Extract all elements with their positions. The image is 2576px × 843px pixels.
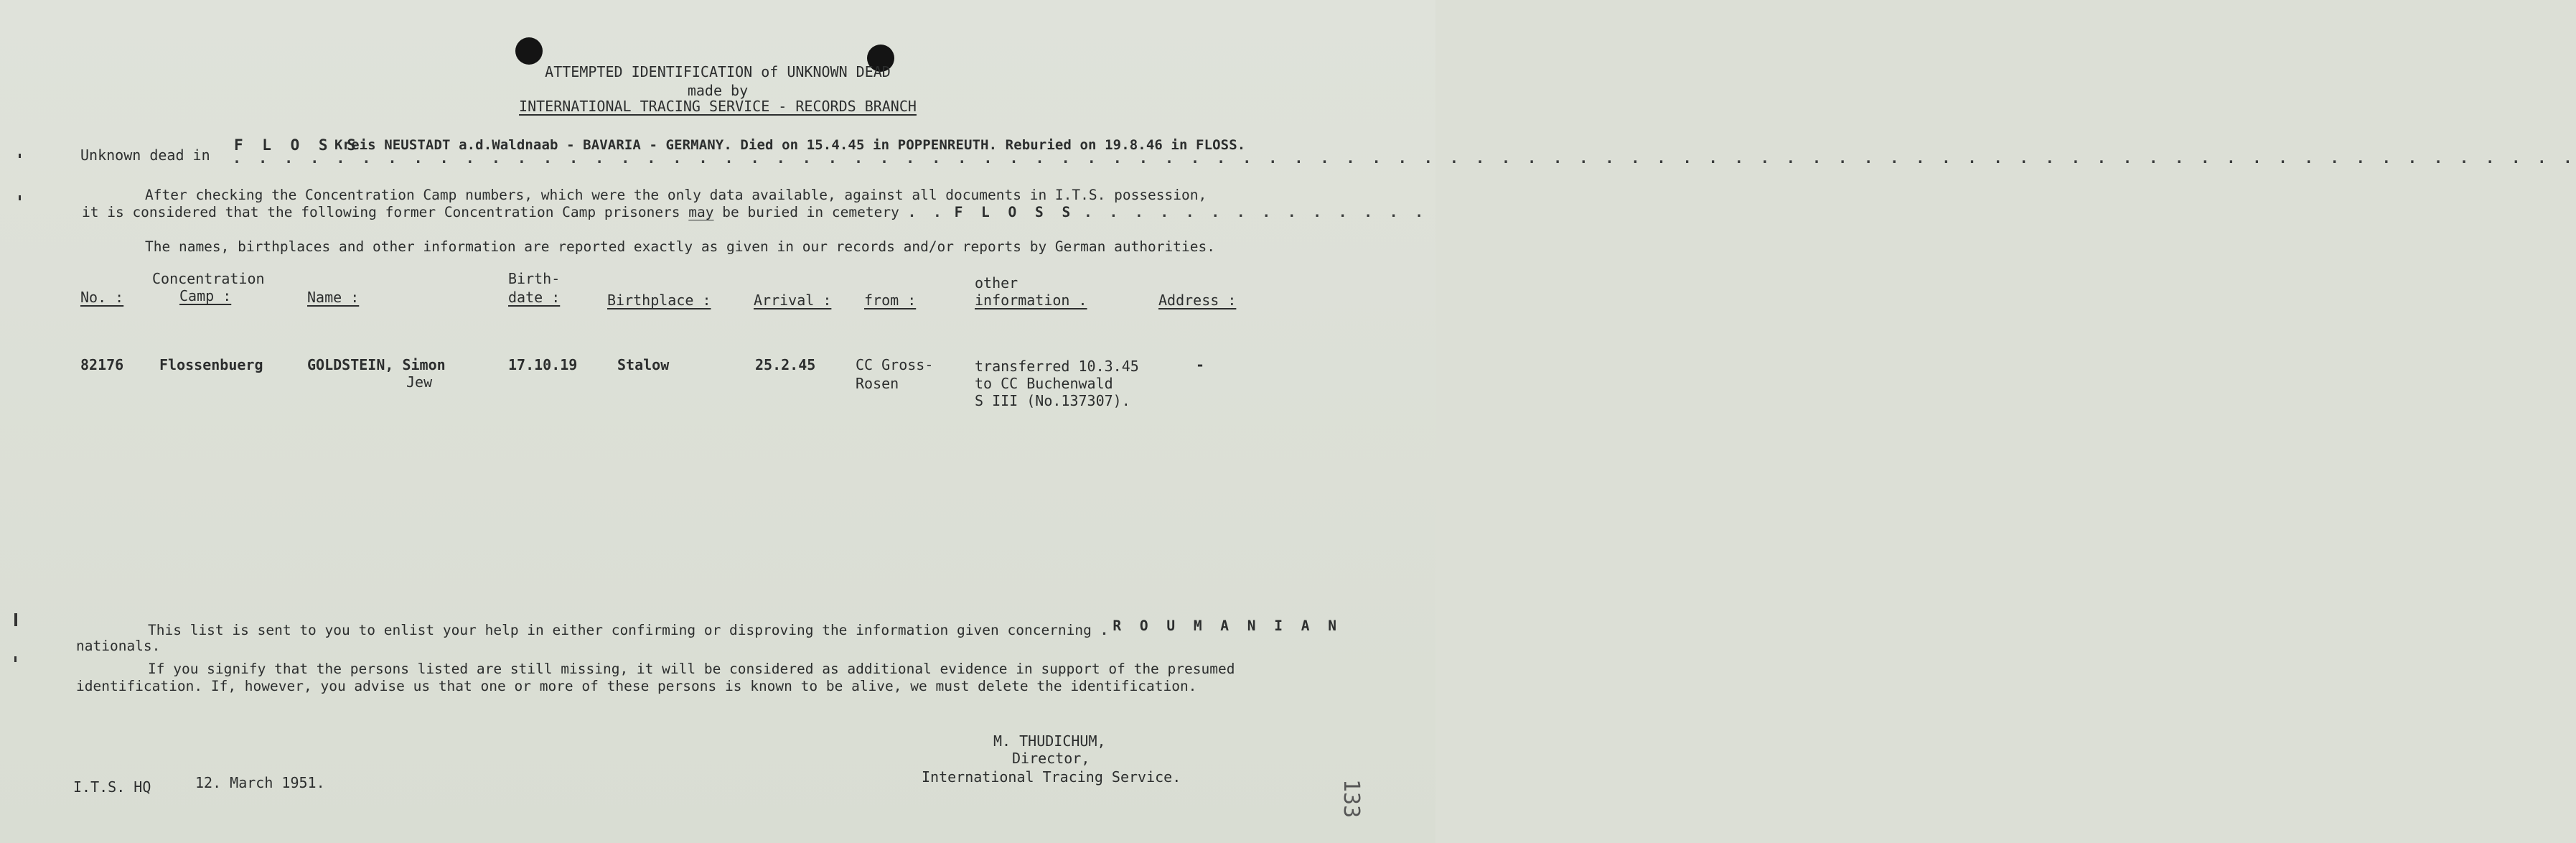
margin-mark (19, 195, 21, 200)
cell-info-3: S III (No.137307). (975, 392, 1130, 409)
cell-birthdate: 17.10.19 (508, 356, 578, 373)
cell-camp: Flossenbuerg (159, 356, 263, 373)
closing-line-2: nationals. (76, 638, 161, 654)
page-number: 133 (1339, 779, 1364, 819)
cell-birthplace: Stalow (617, 356, 670, 373)
col-no-header: No. : (80, 289, 124, 306)
closing-line-3: If you signify that the persons listed are still missing, it will be considered as additional evidence in support of the presumed (148, 661, 1235, 677)
col-other-header: information . (975, 292, 1087, 309)
signature-org: International Tracing Service. (922, 768, 1181, 786)
footer-date: 12. March 1951. (195, 774, 325, 791)
intro-line-1: After checking the Concentration Camp numbers, which were the only data available, against all documents in I.T.S. possession, (145, 187, 1207, 203)
col-birthdate-header: date : (508, 289, 561, 306)
col-address-header: Address : (1158, 292, 1237, 309)
cell-no: 82176 (80, 356, 124, 373)
cell-name: GOLDSTEIN, Simon (307, 356, 446, 373)
unknown-dead-label: Unknown dead in (80, 146, 210, 164)
closing-line-1: This list is sent to you to enlist your help in either confirming or disproving the information given concerning .R O U M A N I A N (148, 618, 1341, 638)
may-emphasis: may (688, 204, 714, 220)
col-from-header: from : (864, 292, 917, 309)
punch-hole-left (515, 37, 543, 65)
signature-name: M. THUDICHUM, (993, 732, 1106, 750)
margin-mark (19, 154, 21, 158)
document-title: ATTEMPTED IDENTIFICATION of UNKNOWN DEAD (545, 63, 891, 80)
col-other-top: other (975, 274, 1018, 292)
unknown-dead-details: Kreis NEUSTADT a.d.Waldnaab - BAVARIA - GERMANY. Died on 15.4.45 in POPPENREUTH. Reburied on 19.8.46 in FLOSS. (334, 137, 1246, 153)
signature-role: Director, (1012, 750, 1090, 767)
col-name-header: Name : (307, 289, 360, 306)
col-camp-header: Camp : (179, 287, 232, 304)
col-birthplace-header: Birthplace : (607, 292, 711, 309)
col-camp-top: Concentration (152, 270, 265, 287)
nationality: R O U M A N I A N (1113, 618, 1341, 634)
intro-line-2: it is considered that the following former Concentration Camp prisoners may be buried in cemetery . . F L O S S . . . . . . . . . . . . . . (82, 204, 1428, 220)
margin-mark (14, 613, 17, 626)
margin-mark (14, 656, 17, 662)
cell-from-1: CC Gross- (856, 356, 934, 373)
cell-from-2: Rosen (856, 375, 899, 392)
closing-line-4: identification. If, however, you advise us that one or more of these persons is known to be alive, we must delete the identification. (76, 678, 1197, 694)
footer-hq: I.T.S. HQ (73, 778, 151, 796)
cell-arrival: 25.2.45 (755, 356, 816, 373)
col-arrival-header: Arrival : (754, 292, 832, 309)
cell-info-2: to CC Buchenwald (975, 375, 1113, 392)
cell-name-note: Jew (406, 373, 433, 391)
branch-heading: INTERNATIONAL TRACING SERVICE - RECORDS BRANCH (519, 98, 917, 115)
unknown-dead-place: F L O S S (234, 136, 361, 154)
cemetery-name: F L O S S (954, 204, 1076, 220)
col-birth-top: Birth- (508, 270, 561, 287)
intro-line-3: The names, birthplaces and other information are reported exactly as given in our records and/or reports by German authorities. (145, 238, 1215, 255)
dotted-leader: . . . . . . . . . . . . . . . . . . . . . . . . . . . . . . . . . . . . . . . . . . . . . . . . . . . . . . . . . . . . . . . . . . . . . . . . . . . . . . . . . . . . . . . . . . . (233, 149, 2576, 167)
document-subtitle: made by (687, 82, 749, 99)
cell-address: - (1196, 356, 1205, 373)
cell-info-1: transferred 10.3.45 (975, 358, 1139, 375)
